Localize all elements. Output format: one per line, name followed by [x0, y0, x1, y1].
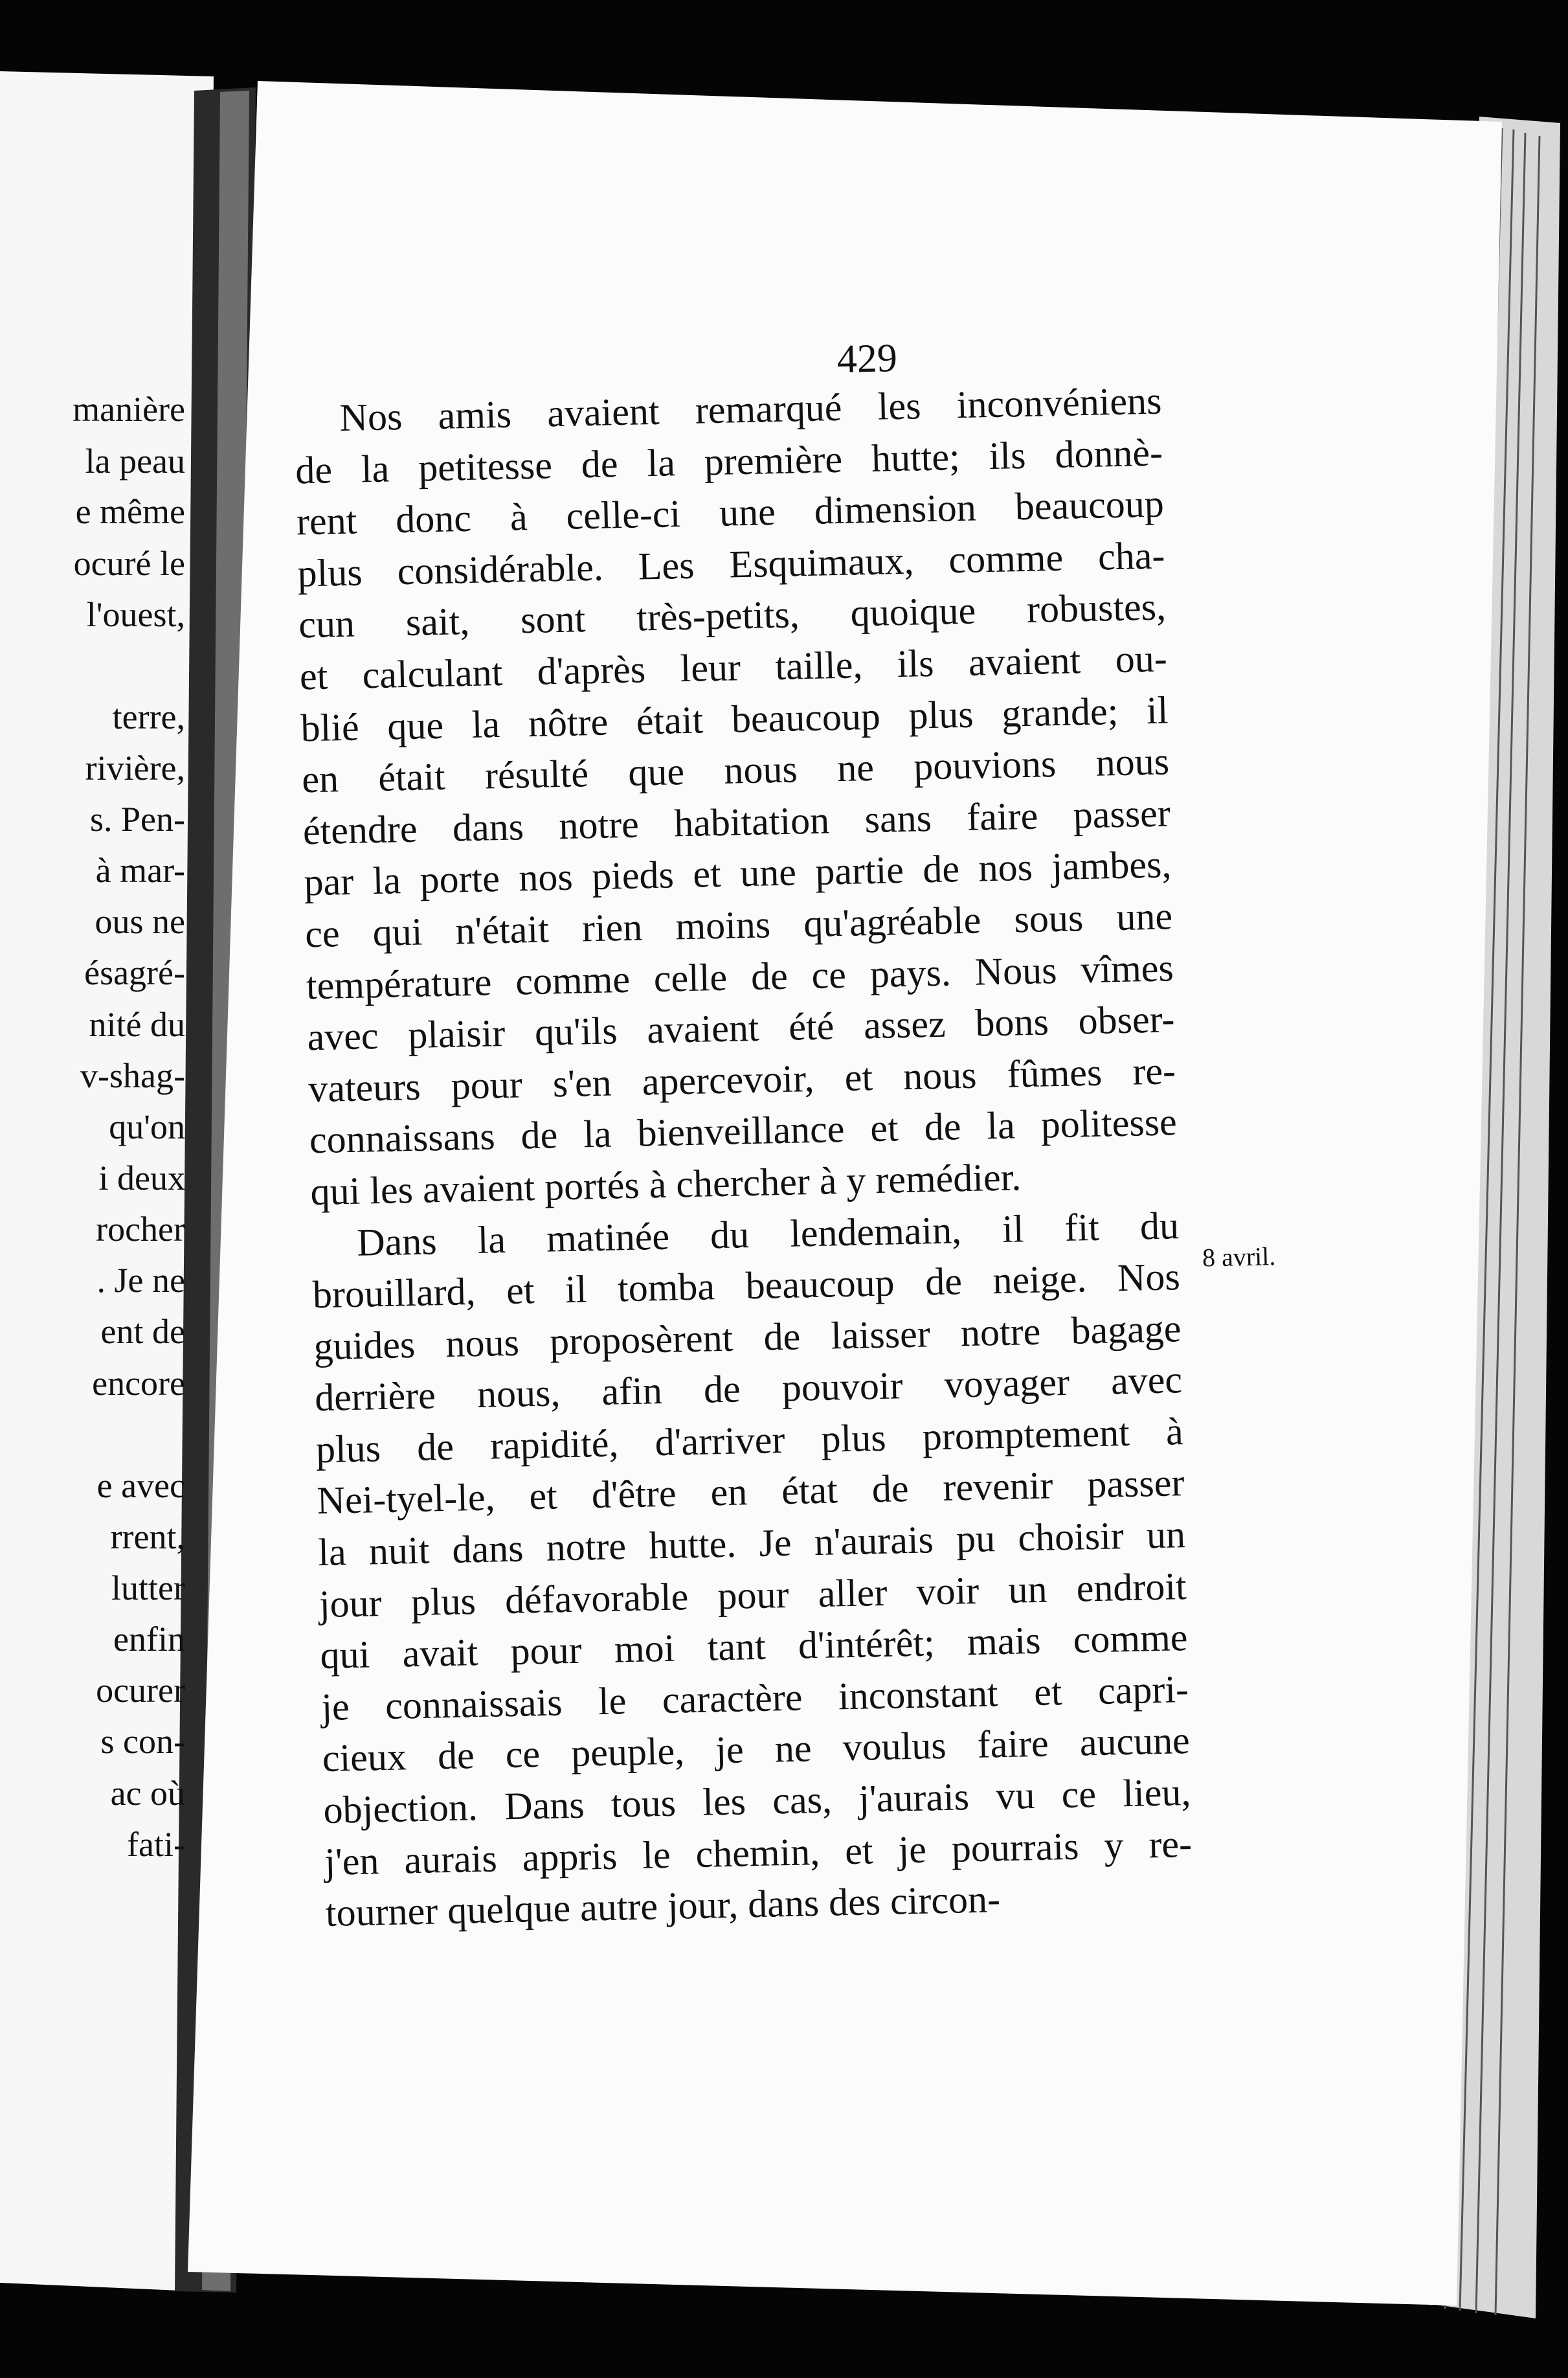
left-page-line: e avec: [96, 1466, 185, 1505]
left-page-line: ac où: [110, 1774, 185, 1813]
text-line: qui les avaient portés à chercher à y remédier.: [309, 1155, 1022, 1214]
left-page-line: ocuré le: [73, 544, 185, 583]
text-line: vateurs pour s'en apercevoir, et nous fûmes re-: [308, 1048, 1176, 1111]
text-line: température comme celle de ce pays. Nous vîmes: [306, 946, 1174, 1007]
text-line: connaissans de la bienveillance et de la politesse: [309, 1100, 1178, 1162]
left-page-line: ent de: [100, 1312, 185, 1351]
left-page-line: s. Pen-: [90, 800, 185, 839]
left-page-line: ous ne: [95, 902, 185, 941]
left-page-line: l'ouest,: [86, 595, 185, 634]
text-line: ce qui n'était rien moins qu'agréable sous une: [304, 894, 1173, 956]
left-page-line: . Je ne: [96, 1261, 185, 1300]
text-line: derrière nous, afin de pouvoir voyager avec: [314, 1358, 1183, 1420]
text-line: guides nous proposèrent de laisser notre bagage: [313, 1306, 1182, 1368]
left-page-line: qu'on: [109, 1107, 185, 1146]
left-page-line: terre,: [112, 697, 185, 736]
text-line: Nos amis avaient remarqué les inconvéniens: [339, 379, 1163, 440]
left-page-line: la peau: [85, 442, 185, 481]
left-page-line: v-shag-: [80, 1056, 185, 1095]
left-page-line: rrent,: [110, 1517, 185, 1556]
left-page-line: lutter: [111, 1568, 185, 1607]
left-page-line: à mar-: [95, 851, 185, 890]
left-page-line: encore: [92, 1364, 185, 1403]
right-page-content: [178, 91, 1512, 2306]
left-page-line: i deux: [98, 1159, 185, 1197]
text-line: par la porte nos pieds et une partie de nos jambes,: [303, 843, 1172, 904]
text-line: jour plus défavorable pour aller voir un endroit: [319, 1564, 1187, 1625]
left-page-line: manière: [73, 390, 185, 429]
text-line: en était résulté que nous ne pouvions nous: [301, 740, 1170, 801]
text-line: je connaissais le caractère inconstant et capri-: [320, 1667, 1189, 1728]
text-line: blié que la nôtre était beaucoup plus grande; il: [300, 688, 1169, 749]
text-line: plus de rapidité, d'arriver plus promptement à: [315, 1410, 1184, 1471]
left-page-line: rocher: [96, 1210, 185, 1249]
text-line: la nuit dans notre hutte. Je n'aurais pu choisir un: [317, 1513, 1186, 1574]
text-line: de la petitesse de la première hutte; ils donnè-: [295, 431, 1163, 492]
body-text: [294, 375, 1194, 1939]
text-line: Dans la matinée du lendemain, il fit du: [356, 1203, 1180, 1264]
text-line: plus considérable. Les Esquimaux, comme cha-: [297, 534, 1166, 595]
text-line: étendre dans notre habitation sans faire passer: [302, 791, 1171, 853]
left-page-line: rivière,: [85, 749, 185, 787]
text-line: objection. Dans tous les cas, j'aurais vu ce lieu,: [322, 1771, 1192, 1832]
left-page-line: e même: [75, 492, 185, 531]
margin-date-note: 8 avril.: [1202, 1241, 1276, 1273]
text-line: avec plaisir qu'ils avaient été assez bons obser-: [306, 997, 1176, 1059]
left-page-line: s con-: [100, 1722, 185, 1761]
text-line: et calculant d'après leur taille, ils avaient ou-: [299, 637, 1168, 698]
text-line: cieux de ce peuple, je ne voulus faire aucune: [322, 1719, 1191, 1780]
text-line: j'en aurais appris le chemin, et je pourrais y re-: [324, 1822, 1193, 1883]
left-page-line: ocurer: [96, 1671, 185, 1710]
text-line: qui avait pour moi tant d'intérêt; mais comme: [319, 1616, 1189, 1677]
left-page-line: enfin: [113, 1620, 185, 1659]
text-line: rent donc à celle-ci une dimension beaucoup: [296, 482, 1165, 543]
text-line: brouillard, et il tomba beaucoup de neige. Nos: [312, 1255, 1181, 1317]
left-page-line: nité du: [89, 1005, 185, 1044]
left-page-line: ésagré-: [84, 953, 185, 992]
text-line: tourner quelque autre jour, dans des circon-: [325, 1877, 1001, 1935]
left-page-line: fati-: [127, 1825, 185, 1864]
page-number: 429: [836, 336, 898, 381]
text-line: Nei-tyel-le, et d'être en état de revenir passer: [316, 1461, 1185, 1523]
text-line: cun sait, sont très-petits, quoique robustes,: [298, 585, 1167, 646]
